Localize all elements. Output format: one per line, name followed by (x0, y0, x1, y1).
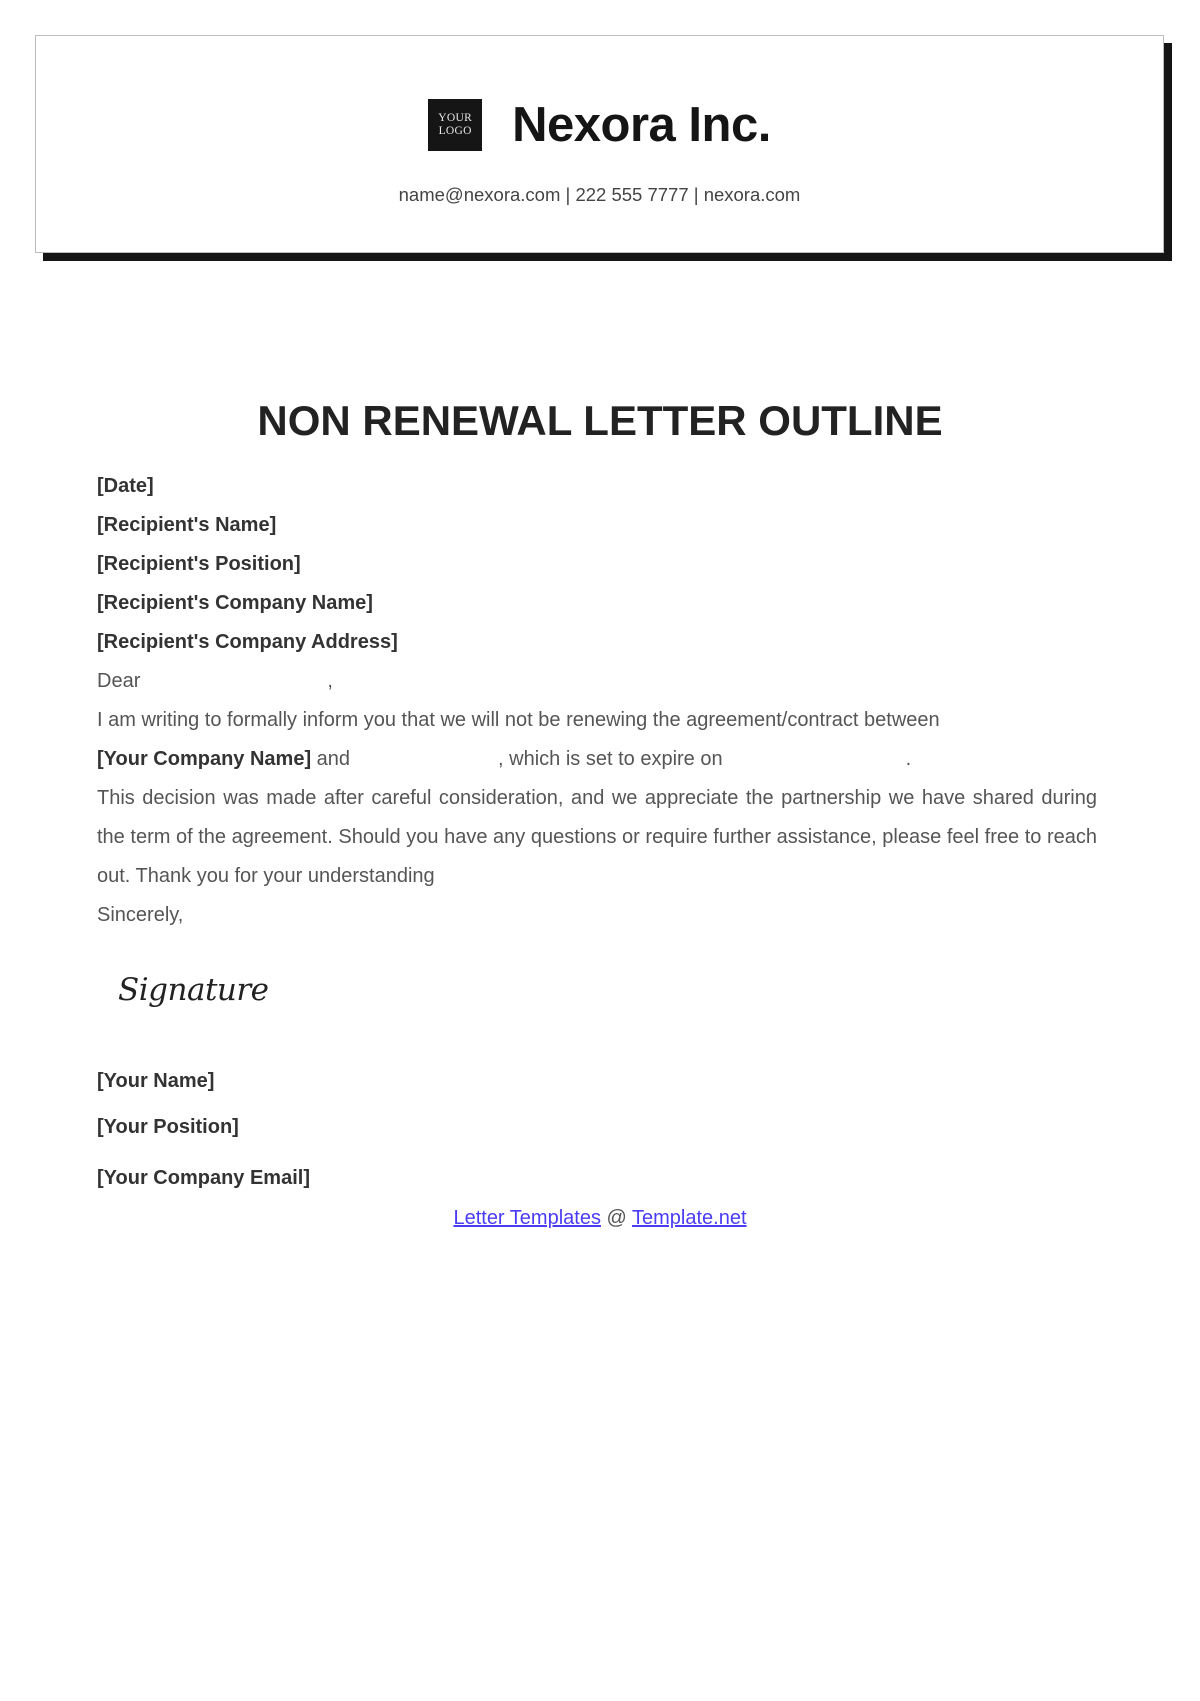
contact-line: name@nexora.com | 222 555 7777 | nexora.com (398, 184, 801, 205)
date-field: [Date] (97, 475, 154, 497)
letter-body (97, 467, 1097, 935)
template-net-link[interactable]: Template.net (632, 1207, 747, 1229)
your-company-name-field: [Your Company Name] (97, 748, 312, 770)
recipient-company-address-field: [Recipient's Company Address] (97, 631, 398, 653)
footer-credit (0, 1207, 1200, 1230)
logo-text-line2: LOGO (438, 125, 472, 137)
salutation-text: Dear (97, 670, 141, 692)
paragraph1-line1: I am writing to formally inform you that we will not be renewing the agreement/contract between (97, 709, 940, 731)
paragraph1-line2 (97, 740, 1097, 779)
closing: Sincerely, (97, 904, 184, 926)
recipient-position-field: [Recipient's Position] (97, 553, 301, 575)
logo-text-line1: YOUR (438, 112, 473, 124)
footer-separator: @ (600, 1207, 633, 1229)
sender-position-field: [Your Position] (97, 1116, 239, 1138)
expiry-text: , which is set to expire on (498, 748, 723, 770)
document-title: NON RENEWAL LETTER OUTLINE (257, 397, 943, 444)
letter-templates-link[interactable]: Letter Templates (453, 1207, 601, 1229)
recipient-company-name-field: [Recipient's Company Name] (97, 592, 373, 614)
period: . (905, 748, 912, 770)
brand-row (36, 99, 1163, 151)
paragraph2: This decision was made after careful consideration, and we appreciate the partnership we have shared during the term of the agreement. Should you have any questions or require further assistance, please feel free to reach out. Thank you for your understanding (97, 787, 1097, 887)
logo-placeholder (428, 99, 482, 151)
salutation-comma: , (327, 670, 333, 692)
and-text: and (311, 748, 351, 770)
company-name: Nexora Inc. (512, 97, 771, 152)
sender-company-email-field: [Your Company Email] (97, 1167, 310, 1189)
sender-name-field: [Your Name] (97, 1070, 215, 1092)
salutation (97, 662, 1097, 701)
recipient-name-field: [Recipient's Name] (97, 514, 277, 536)
signature-image: Signature (118, 972, 269, 1008)
letterhead (35, 35, 1164, 253)
